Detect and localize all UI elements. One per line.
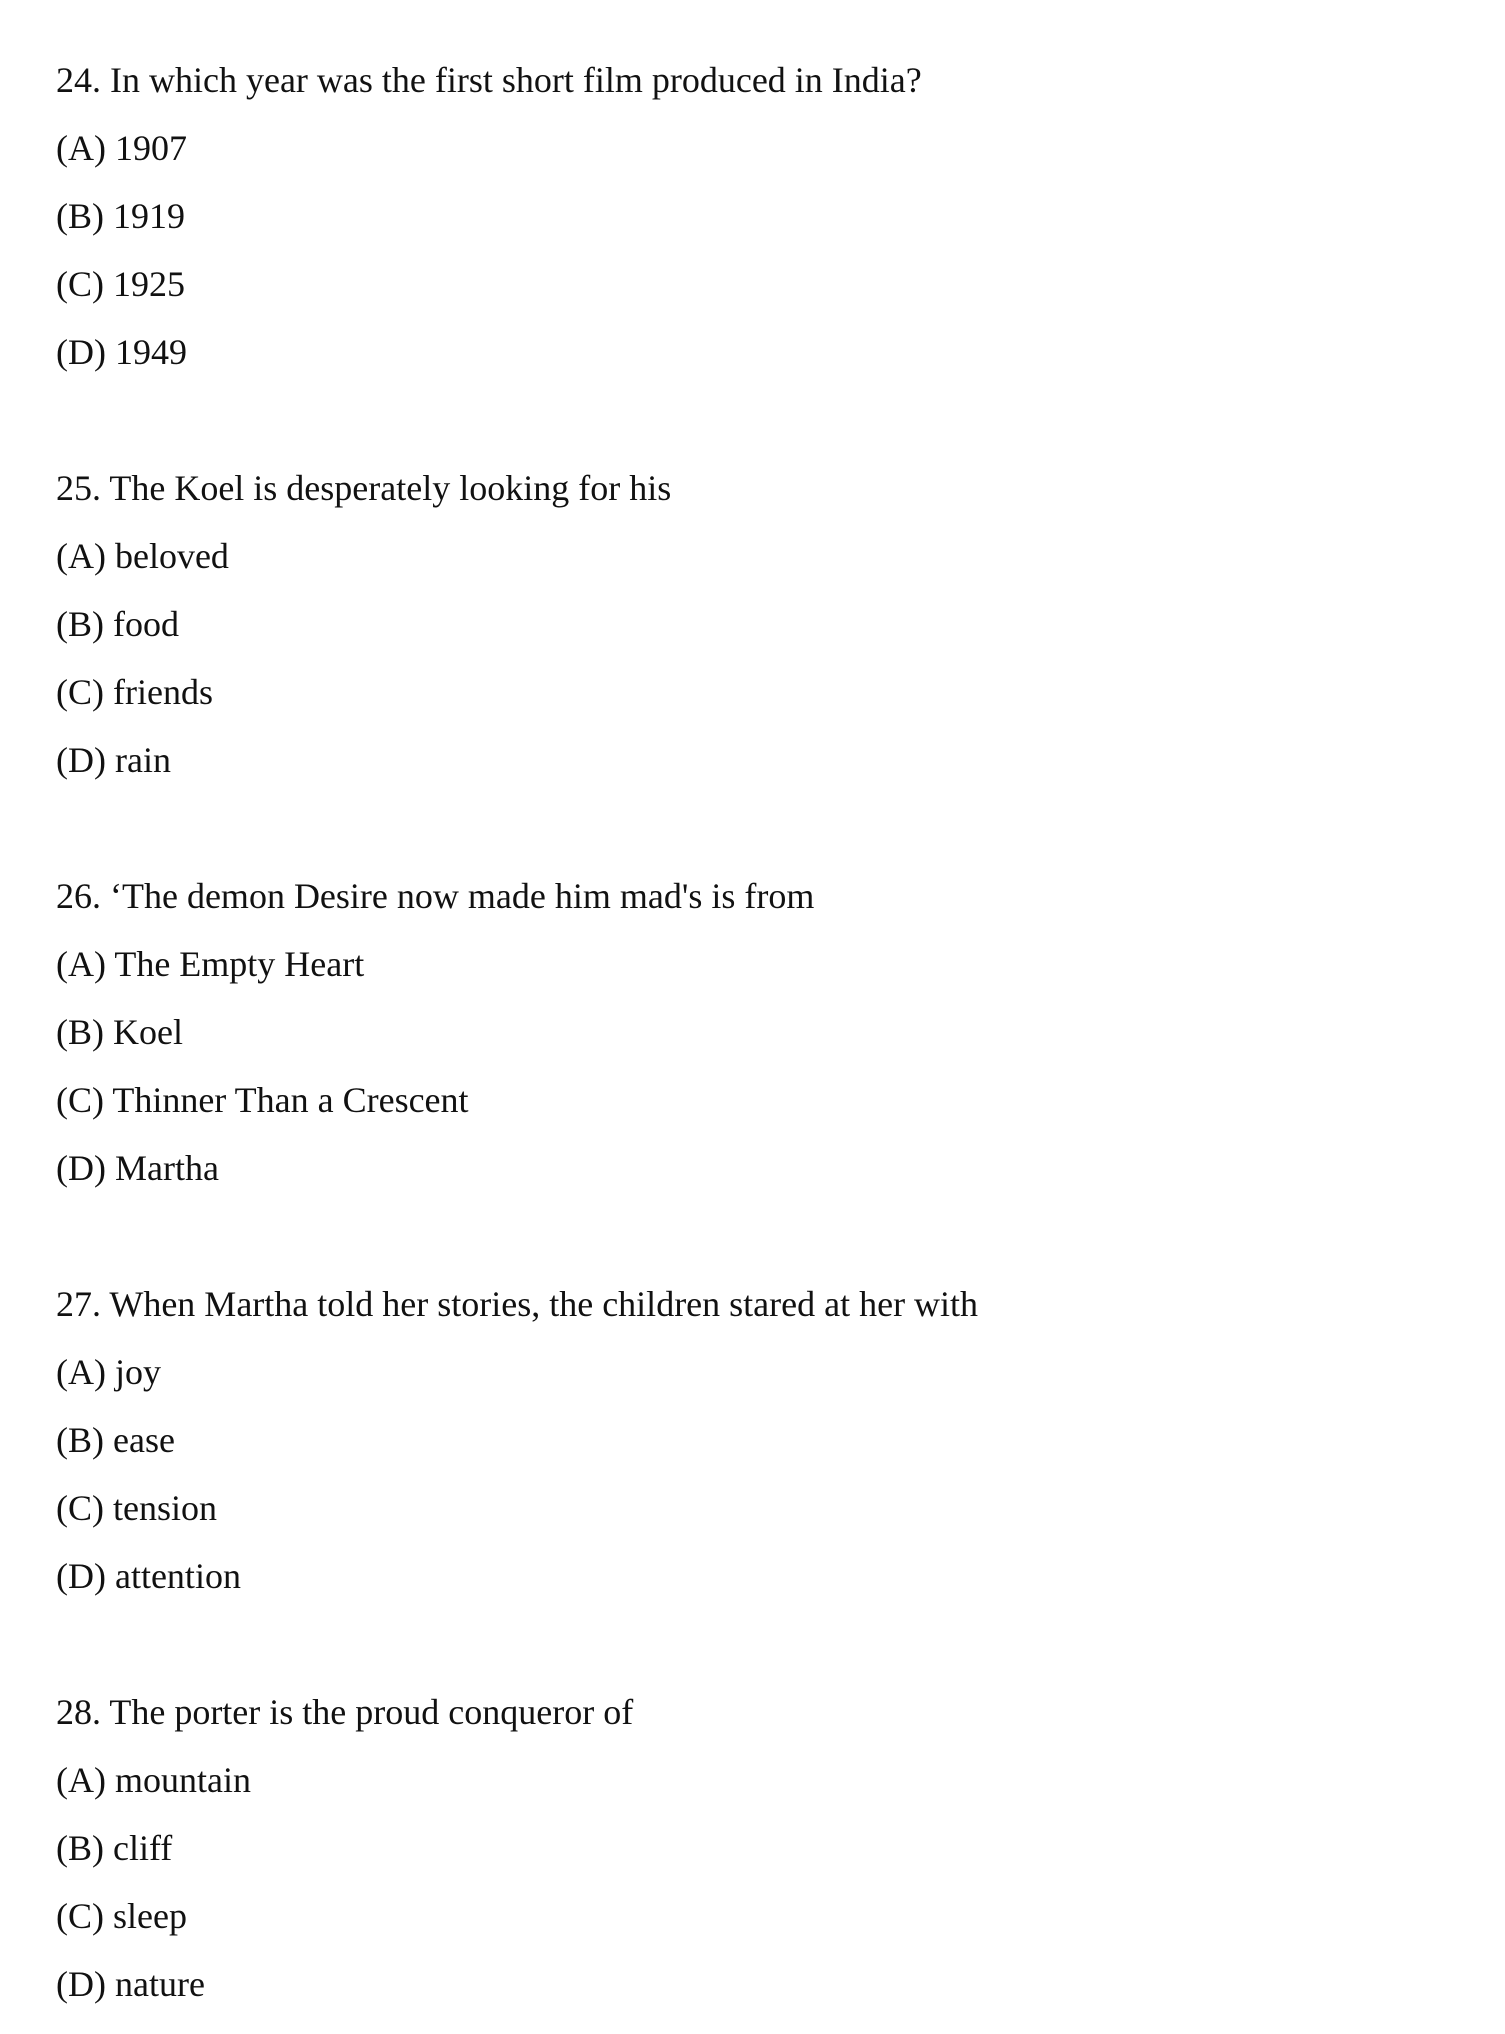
answer-option: (C) 1925 <box>56 264 185 304</box>
question-block <box>56 46 922 386</box>
question-text: 26. ‘The demon Desire now made him mad's is from <box>56 876 815 916</box>
answer-option: (B) 1919 <box>56 196 185 236</box>
answer-option: (C) sleep <box>56 1896 187 1936</box>
question-block <box>56 1678 633 2018</box>
question-text: 28. The porter is the proud conqueror of <box>56 1692 634 1732</box>
question-text: 25. The Koel is desperately looking for his <box>56 468 672 508</box>
answer-option: (D) nature <box>56 1964 205 2004</box>
question-block <box>56 454 671 794</box>
question-block <box>56 1270 978 1610</box>
answer-option: (D) 1949 <box>56 332 187 372</box>
answer-option: (B) ease <box>56 1420 175 1460</box>
answer-option: (A) joy <box>56 1352 161 1392</box>
answer-option: (B) food <box>56 604 179 644</box>
answer-option: (A) mountain <box>56 1760 251 1800</box>
question-block <box>56 862 814 1202</box>
answer-option: (A) 1907 <box>56 128 187 168</box>
answer-option: (D) attention <box>56 1556 241 1596</box>
answer-option: (C) tension <box>56 1488 217 1528</box>
answer-option: (C) friends <box>56 672 213 712</box>
answer-option: (A) beloved <box>56 536 229 576</box>
answer-option: (C) Thinner Than a Crescent <box>56 1080 469 1120</box>
answer-option: (D) Martha <box>56 1148 219 1188</box>
answer-option: (B) Koel <box>56 1012 183 1052</box>
question-text: 24. In which year was the first short film produced in India? <box>56 60 922 100</box>
answer-option: (A) The Empty Heart <box>56 944 365 984</box>
answer-option: (D) rain <box>56 740 171 780</box>
answer-option: (B) cliff <box>56 1828 173 1868</box>
question-text: 27. When Martha told her stories, the children stared at her with <box>56 1284 979 1324</box>
